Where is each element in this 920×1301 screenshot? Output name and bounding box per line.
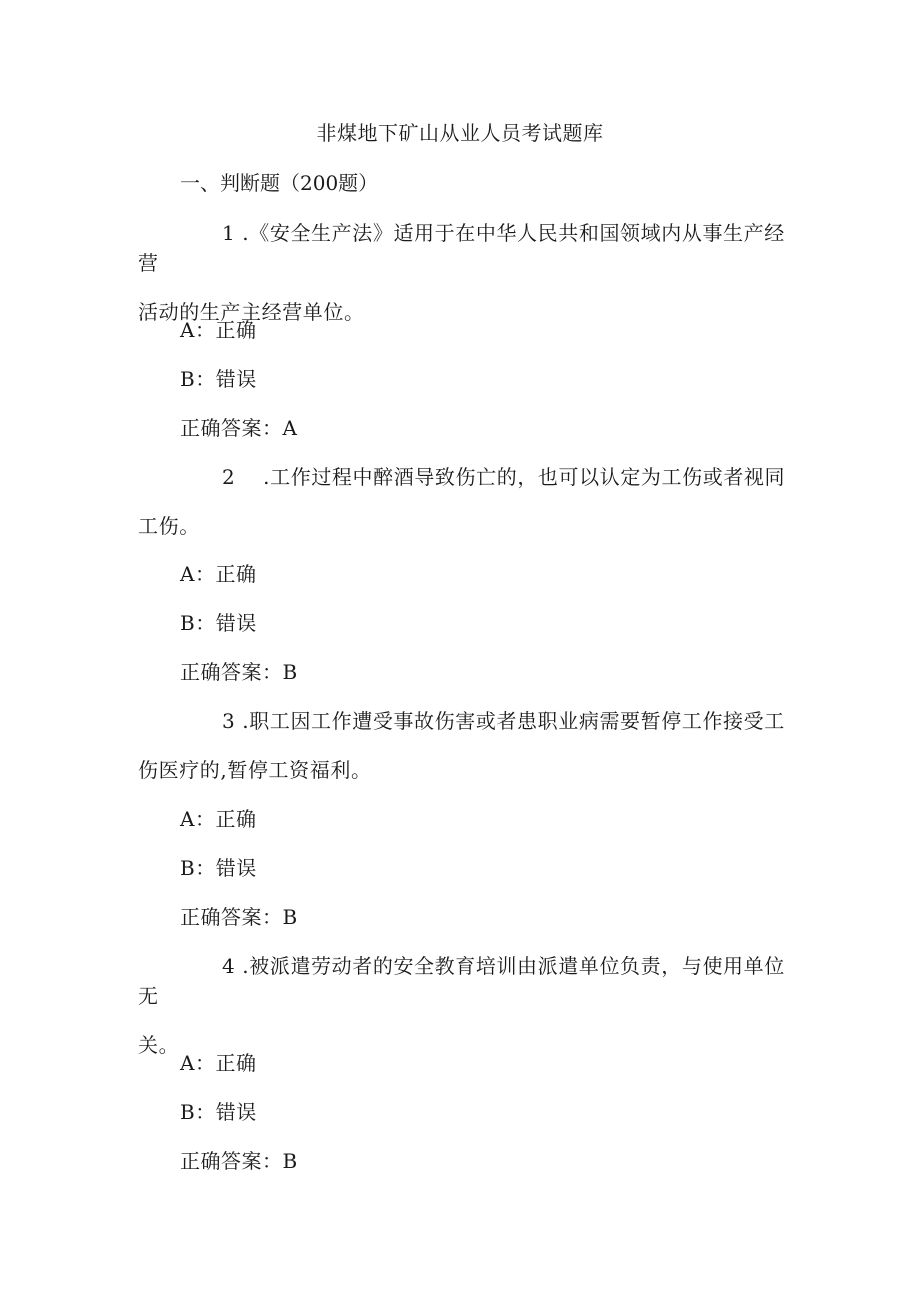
question-1 [138, 218, 798, 327]
option-a: A：正确 [180, 562, 257, 586]
correct-answer: 正确答案：A [180, 416, 298, 440]
question-separator: . [235, 465, 271, 489]
question-separator: . [235, 221, 250, 245]
question-separator: . [235, 709, 250, 733]
question-number: 3 [222, 709, 236, 733]
section-heading: 一、判断题（200题） [180, 171, 379, 195]
correct-answer: 正确答案：B [180, 660, 298, 684]
question-2 [138, 462, 798, 541]
correct-answer: 正确答案：B [180, 905, 298, 929]
option-a: A：正确 [180, 807, 257, 831]
option-b: B：错误 [180, 611, 257, 635]
option-b: B：错误 [180, 367, 257, 391]
option-b: B：错误 [180, 856, 257, 880]
question-line-2: 伤医疗的,暂停工资福利。 [138, 758, 372, 782]
question-number: 2 [222, 465, 236, 489]
option-a: A：正确 [180, 318, 257, 342]
correct-answer: 正确答案：B [180, 1149, 298, 1173]
question-line-1: 工作过程中醉酒导致伤亡的，也可以认定为工伤或者视同 [270, 465, 786, 489]
question-line-1: 被派遣劳动者的安全教育培训由派遣单位负责，与使用单位无 [138, 954, 785, 1008]
question-line-2: 关。 [138, 1033, 180, 1057]
question-line-1: 职工因工作遭受事故伤害或者患职业病需要暂停工作接受工 [249, 709, 785, 733]
question-text [138, 462, 798, 541]
option-b: B：错误 [180, 1100, 257, 1124]
question-number: 1 [222, 221, 236, 245]
question-number: 4 [222, 954, 236, 978]
question-line-2: 活动的生产主经营单位。 [138, 300, 365, 324]
question-text [138, 951, 798, 1060]
question-line-1: 《安全生产法》适用于在中华人民共和国领域内从事生产经营 [138, 221, 785, 275]
option-a: A：正确 [180, 1051, 257, 1075]
question-text [138, 706, 798, 785]
question-line-2: 工伤。 [138, 514, 200, 538]
question-3 [138, 706, 798, 785]
question-4 [138, 951, 798, 1060]
question-separator: . [235, 954, 250, 978]
document-title: 非煤地下矿山从业人员考试题库 [316, 121, 604, 145]
question-text [138, 218, 798, 327]
